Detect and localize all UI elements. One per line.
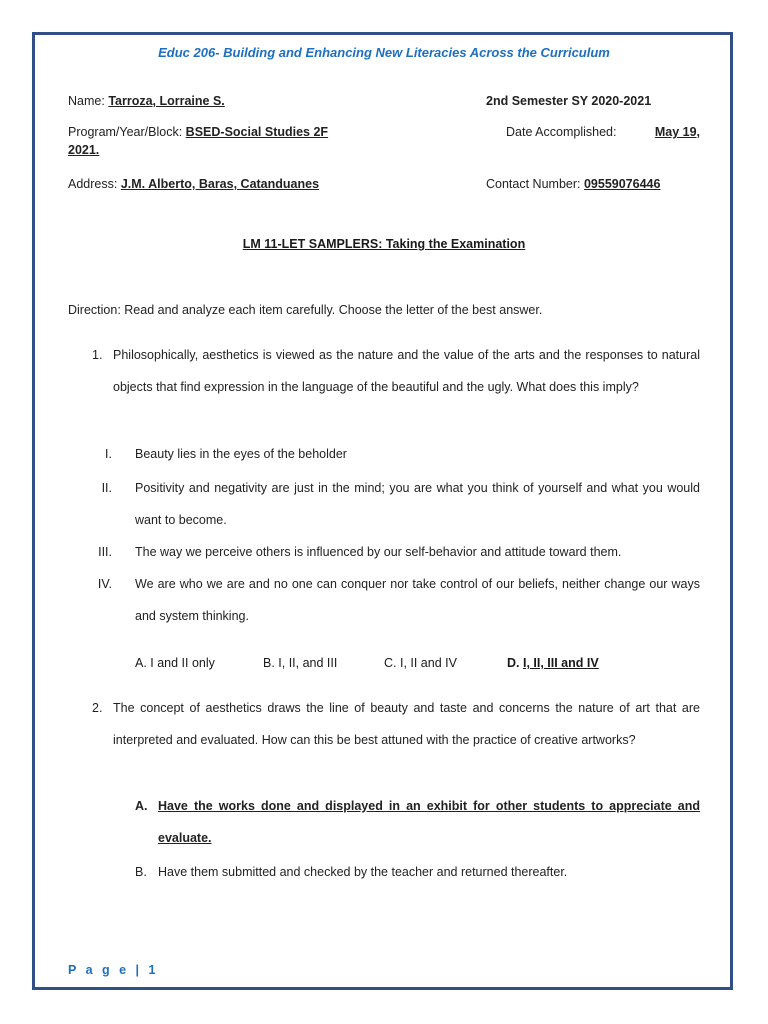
page-number: P a g e | 1	[68, 963, 159, 977]
name-row	[68, 94, 225, 108]
question-text: The concept of aesthetics draws the line of beauty and taste and concerns the nature of art that are interpreted and evaluated. How can this be best attuned with the practice of creative artworks?	[113, 701, 700, 747]
direction-text: Direction: Read and analyze each item carefully. Choose the letter of the best answer.	[68, 303, 543, 317]
question-number: 1.	[92, 348, 103, 362]
name-value: Tarroza, Lorraine S.	[108, 94, 225, 108]
statement-numeral: II.	[101, 481, 112, 495]
date-continued	[68, 143, 99, 157]
choice-d	[507, 656, 599, 670]
question-number: 2.	[92, 701, 103, 715]
contact-value: 09559076446	[583, 177, 661, 191]
statement-text: The way we perceive others is influenced by our self-behavior and attitude toward them.	[135, 545, 622, 559]
option-text: Have them submitted and checked by the teacher and returned thereafter.	[158, 865, 568, 879]
statement-text: Beauty lies in the eyes of the beholder	[135, 447, 347, 461]
option-text: Have the works done and displayed in an exhibit for other students to appreciate and evaluate.	[158, 799, 700, 845]
statement-text: We are who we are and no one can conquer nor take control of our beliefs, neither change our ways and system thinking.	[135, 577, 700, 623]
option-letter: B.	[135, 865, 147, 879]
date-label: Date Accomplished:	[506, 125, 617, 139]
address-row	[68, 177, 319, 191]
statement-text: Positivity and negativity are just in the mind; you are what you think of yourself and what you would want to become.	[135, 481, 700, 527]
program-row	[68, 125, 328, 139]
date-row	[506, 125, 700, 139]
option-letter: A.	[135, 799, 148, 813]
choice-c: C. I, II and IV	[384, 656, 457, 670]
contact-row	[486, 177, 660, 191]
contact-label: Contact Number:	[486, 177, 581, 191]
module-title: LM 11-LET SAMPLERS: Taking the Examination	[242, 237, 526, 251]
program-value: BSED-Social Studies 2F	[185, 125, 329, 139]
address-label: Address:	[68, 177, 118, 191]
name-label: Name:	[68, 94, 105, 108]
statement-numeral: IV.	[97, 577, 112, 591]
date-value: May 19,	[654, 125, 700, 139]
choice-b: B. I, II, and III	[263, 656, 338, 670]
semester: 2nd Semester SY 2020-2021	[486, 94, 652, 108]
choice-a: A. I and II only	[135, 656, 215, 670]
course-title: Educ 206- Building and Enhancing New Literacies Across the Curriculum	[158, 45, 610, 60]
statement-numeral: I.	[105, 447, 112, 461]
program-label: Program/Year/Block:	[68, 125, 183, 139]
date-value-year: 2021.	[68, 143, 100, 157]
choice-d-text: I, II, III and IV	[522, 656, 599, 670]
question-text: Philosophically, aesthetics is viewed as the nature and the value of the arts and the responses to natural objects that find expression in the language of the beautiful and the ugly. What does this imply?	[113, 348, 700, 394]
address-value: J.M. Alberto, Baras, Catanduanes	[120, 177, 320, 191]
choice-d-letter: D.	[507, 656, 520, 670]
statement-numeral: III.	[98, 545, 112, 559]
